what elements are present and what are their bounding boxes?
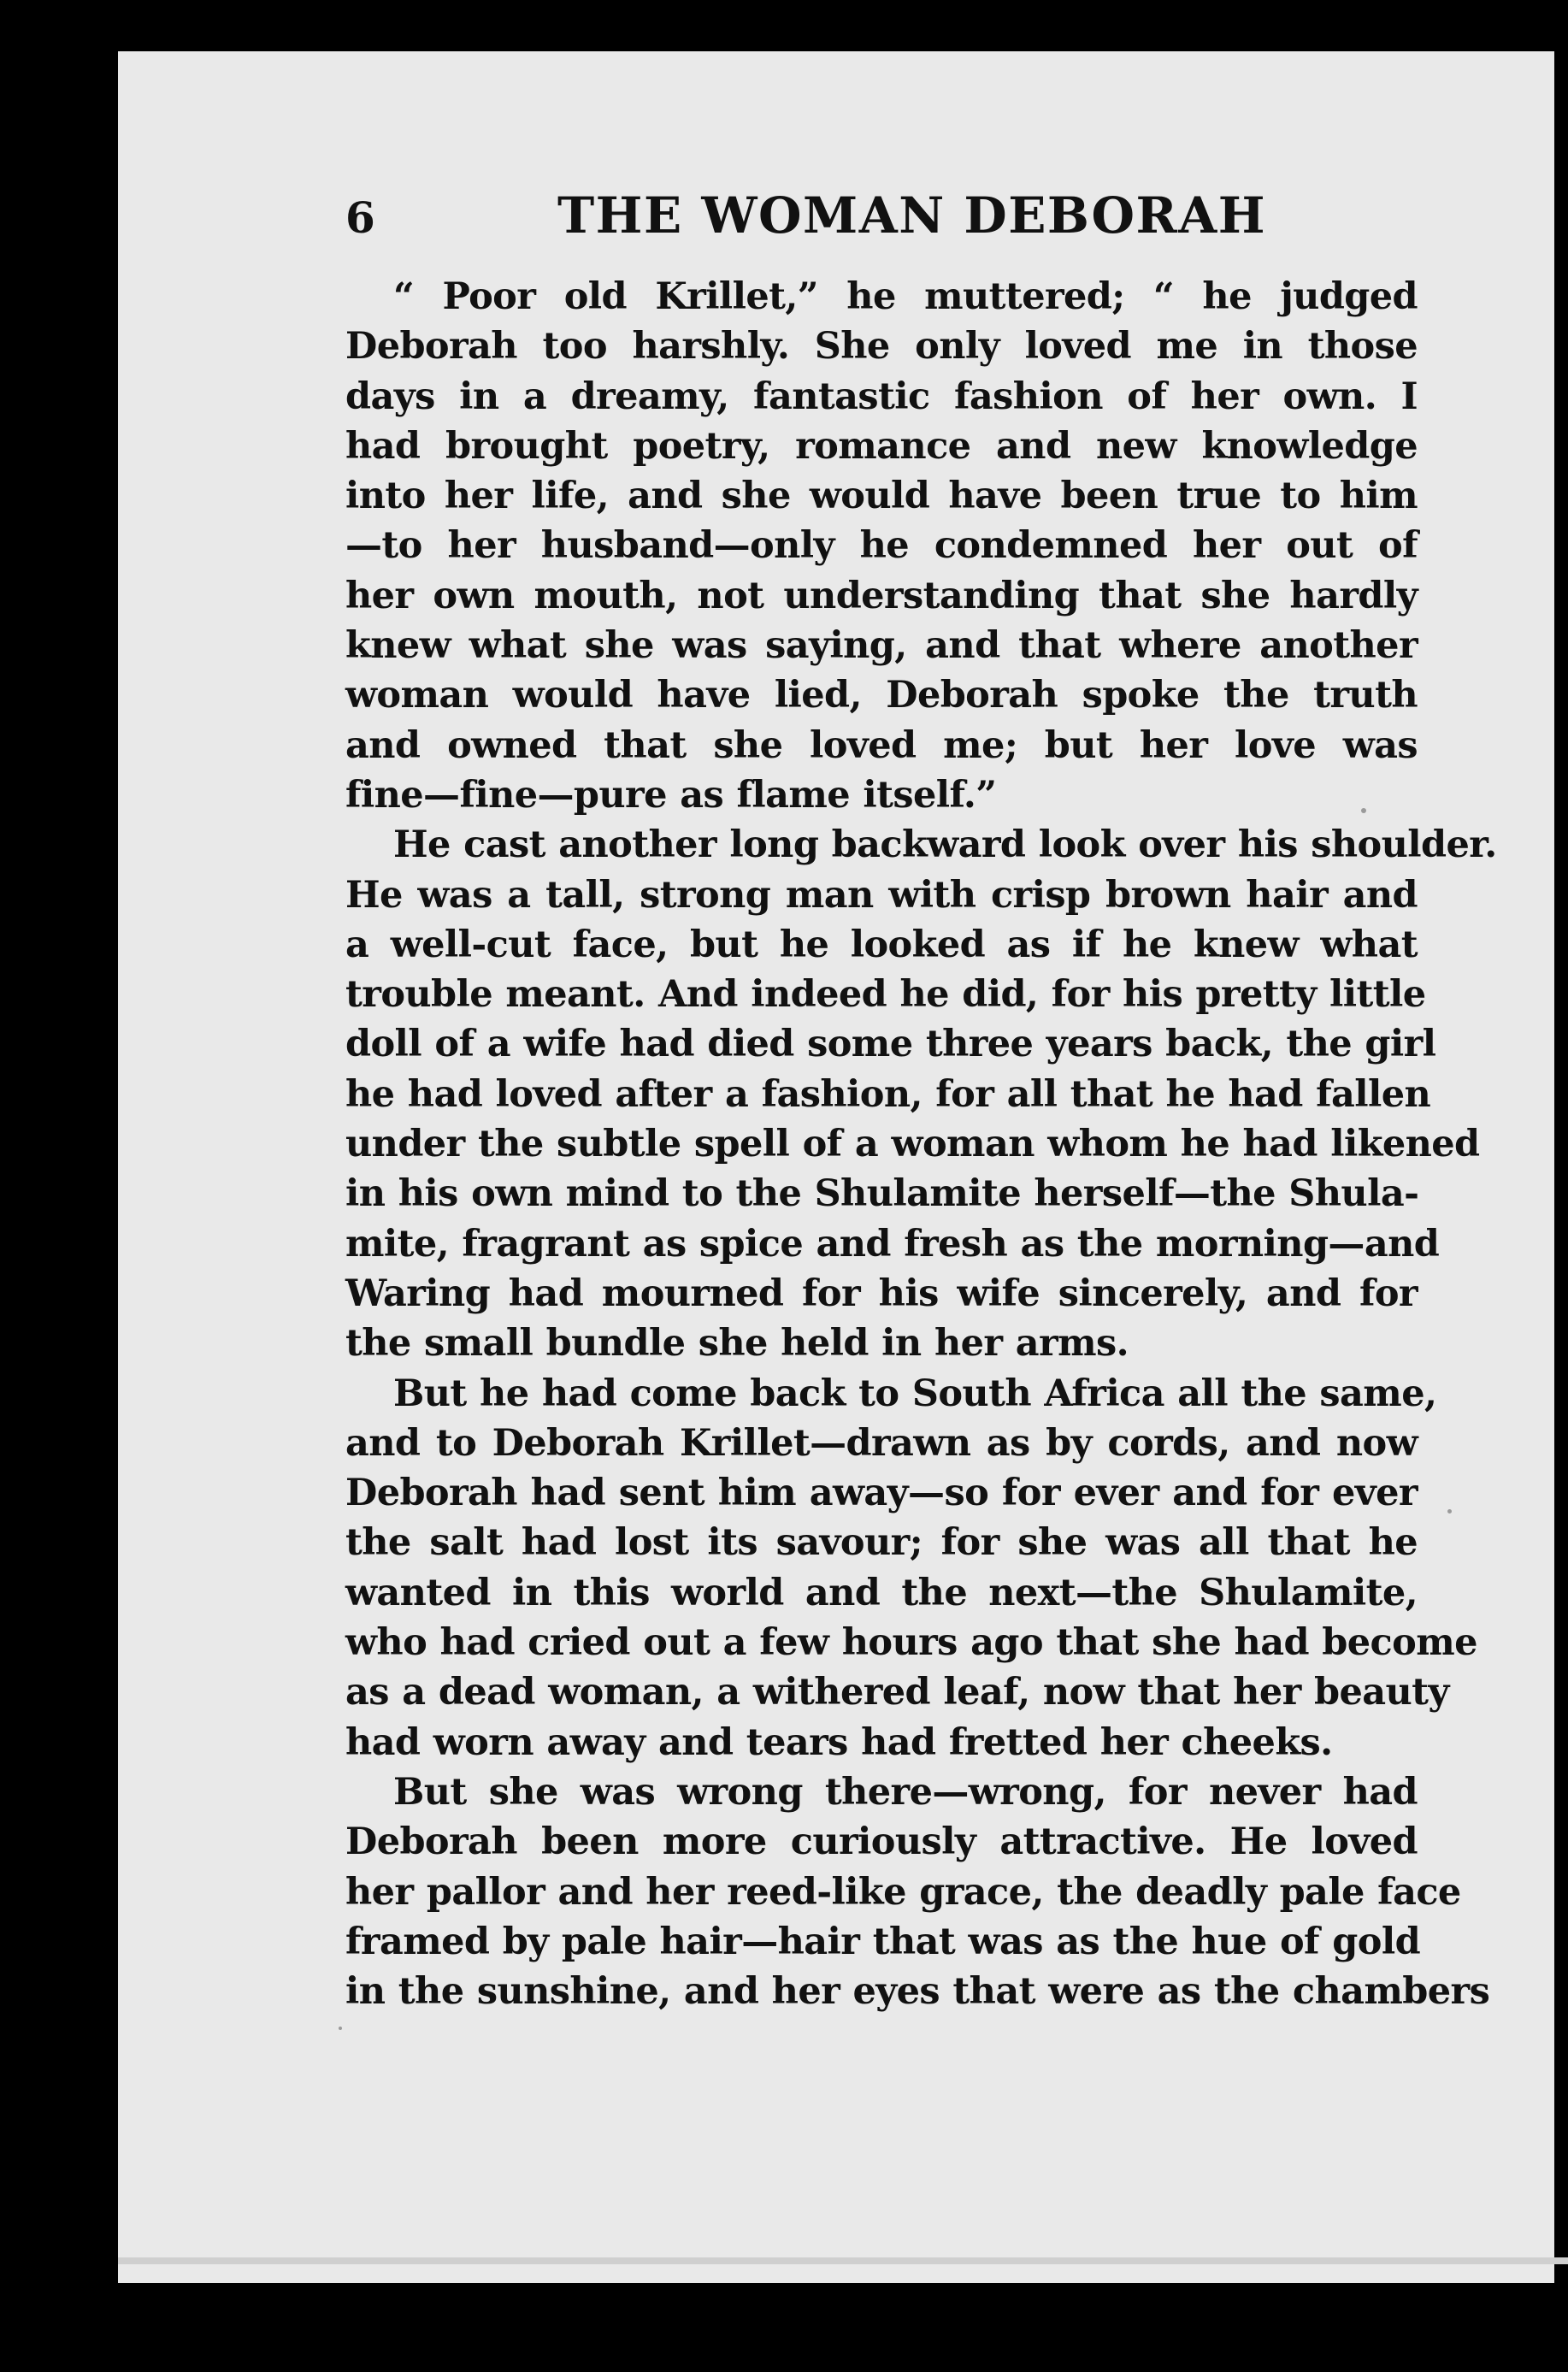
- page-number: 6: [345, 192, 376, 243]
- text-line: Deborah too harshly. She only loved me in those: [345, 325, 1418, 369]
- text-line: doll of a wife had died some three years back, the girl: [345, 1023, 1436, 1066]
- text-line: in his own mind to the Shulamite herself—the Shula-: [345, 1172, 1419, 1216]
- text-line: Deborah been more curiously attractive. He loved: [345, 1820, 1418, 1864]
- text-line: in the sunshine, and her eyes that were as the chambers: [345, 1970, 1490, 2014]
- paragraph: [345, 820, 1497, 1368]
- text-line: mite, fragrant as spice and fresh as the morning—and: [345, 1222, 1440, 1266]
- text-block: [345, 186, 1497, 2016]
- text-line: as a dead woman, a withered leaf, now that her beauty: [345, 1671, 1449, 1714]
- text-line: had brought poetry, romance and new knowledge: [345, 424, 1418, 468]
- text-line: the salt had lost its savour; for she was all that he: [345, 1521, 1418, 1565]
- text-line: woman would have lied, Deborah spoke the truth: [345, 674, 1418, 717]
- running-head: [345, 186, 1418, 272]
- text-line: But she was wrong there—wrong, for never had: [393, 1770, 1418, 1814]
- text-line: the small bundle she held in her arms.: [345, 1322, 1129, 1366]
- text-line: had worn away and tears had fretted her cheeks.: [345, 1720, 1333, 1764]
- text-line: her own mouth, not understanding that she hardly: [345, 574, 1418, 617]
- text-line: and owned that she loved me; but her love was: [345, 723, 1418, 767]
- text-line: days in a dreamy, fantastic fashion of her own. I: [345, 375, 1418, 418]
- text-line: wanted in this world and the next—the Shulamite,: [345, 1571, 1418, 1614]
- text-line: who had cried out a few hours ago that she had become: [345, 1621, 1477, 1665]
- text-line: he had loved after a fashion, for all that he had fallen: [345, 1072, 1431, 1116]
- text-line: He cast another long backward look over his shoulder.: [393, 823, 1497, 867]
- text-line: into her life, and she would have been true to him: [345, 475, 1418, 518]
- text-line: knew what she was saying, and that where another: [345, 624, 1418, 668]
- paragraph: [345, 1369, 1477, 1767]
- book-title-header: THE WOMAN DEBORAH: [557, 186, 1267, 245]
- text-line: her pallor and her reed-like grace, the deadly pale face: [345, 1870, 1461, 1914]
- dust-speck: [339, 2027, 342, 2030]
- text-line: a well-cut face, but he looked as if he knew what: [345, 923, 1418, 966]
- text-line: But he had come back to South Africa all the same,: [393, 1372, 1437, 1415]
- text-line: He was a tall, strong man with crisp brown hair and: [345, 873, 1418, 917]
- text-line: framed by pale hair—hair that was as the hue of gold: [345, 1920, 1421, 1963]
- text-line: “ Poor old Krillet,” he muttered; “ he judged: [393, 275, 1418, 318]
- text-line: and to Deborah Krillet—drawn as by cords, and now: [345, 1421, 1418, 1465]
- paragraph: [345, 272, 1418, 820]
- text-line: under the subtle spell of a woman whom he had likened: [345, 1123, 1480, 1166]
- text-line: trouble meant. And indeed he did, for his pretty little: [345, 973, 1426, 1017]
- text-line: —to her husband—only he condemned her out of: [345, 524, 1418, 568]
- dust-speck: [1447, 1509, 1452, 1513]
- text-line: fine—fine—pure as flame itself.”: [345, 773, 997, 817]
- paragraph: [345, 1767, 1490, 2016]
- text-line: Deborah had sent him away—so for ever and for ever: [345, 1472, 1418, 1515]
- text-line: Waring had mourned for his wife sincerely, and for: [345, 1272, 1418, 1315]
- page-bottom-edge: [118, 2257, 1568, 2264]
